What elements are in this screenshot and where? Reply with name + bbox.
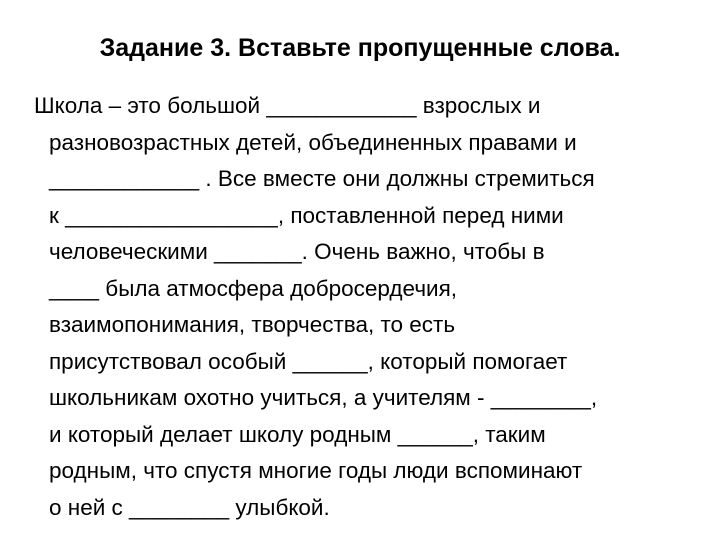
text-line: взаимопонимания, творчества, то есть — [49, 312, 456, 337]
text-line: Школа – это большой ____________ взрослых и — [34, 93, 541, 118]
text-line: ____________ . Все вместе они должны стремиться — [49, 166, 595, 191]
text-line: разновозрастных детей, объединенных правами и — [49, 129, 577, 155]
text-line: о ней с ________ улыбкой. — [49, 494, 330, 520]
text-line: и который делает школу родным ______, таким — [49, 421, 546, 447]
task-title: Задание 3. Вставьте пропущенные слова. — [99, 34, 621, 62]
text-line: школьникам охотно учиться, а учителям - ________, — [49, 385, 598, 410]
text-line: присутствовал особый ______, который помогает — [49, 348, 568, 374]
text-line: родным, что спустя многие годы люди вспоминают — [49, 458, 583, 483]
text-line: человеческими _______. Очень важно, чтобы в — [49, 239, 545, 264]
text-line: ____ была атмосфера добросердечия, — [49, 275, 458, 301]
task-text — [34, 88, 704, 526]
text-line: к _________________, поставленной перед ними — [49, 202, 564, 228]
